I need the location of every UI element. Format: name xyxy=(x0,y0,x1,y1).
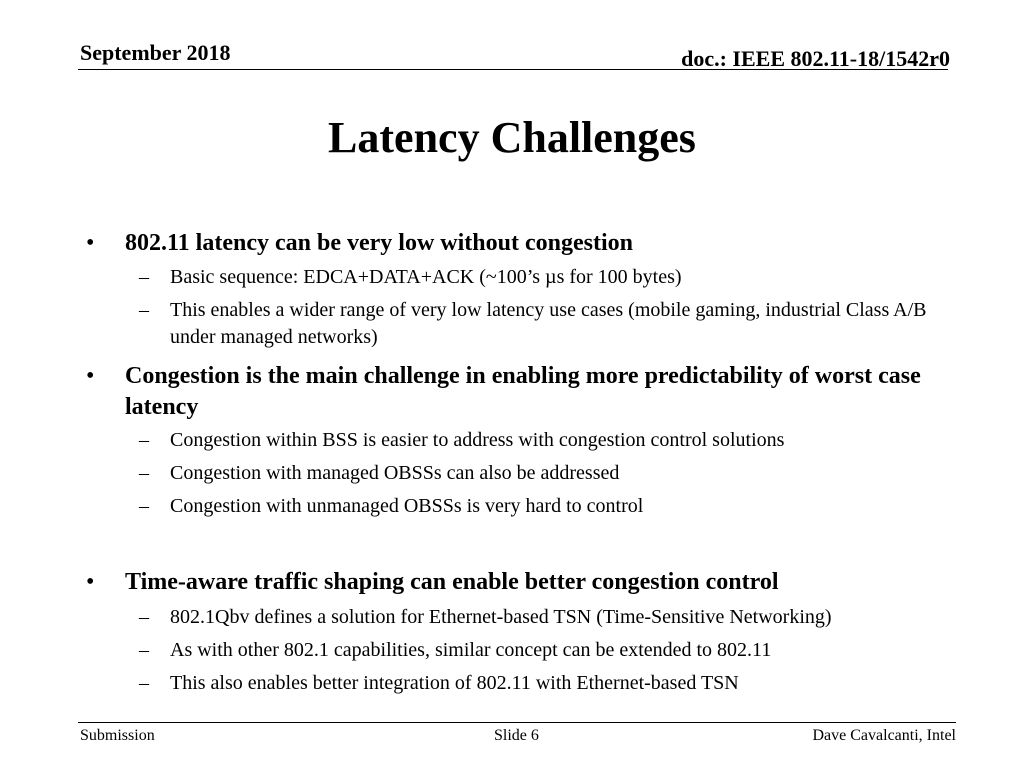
footer-slide-number: Slide 6 xyxy=(494,727,539,744)
dash-icon: – xyxy=(139,639,149,661)
dash-icon: – xyxy=(139,299,149,321)
bullet-1-sub-2: This enables a wider range of very low latency use cases (mobile gaming, industrial Class A/B under managed networks) xyxy=(170,299,927,348)
header-doc-id: doc.: IEEE 802.11-18/1542r0 xyxy=(681,46,950,71)
header-date: September 2018 xyxy=(80,40,231,65)
bullet-3-sub-3: This also enables better integration of 802.11 with Ethernet-based TSN xyxy=(170,672,739,694)
bullet-2-sub-1: Congestion within BSS is easier to address with congestion control solutions xyxy=(170,429,785,451)
bullet-3: Time-aware traffic shaping can enable better congestion control xyxy=(125,569,779,595)
bullet-1: 802.11 latency can be very low without congestion xyxy=(125,230,633,256)
dash-icon: – xyxy=(139,429,149,451)
bullet-1-sub-1: Basic sequence: EDCA+DATA+ACK (~100’s µs for 100 bytes) xyxy=(170,266,682,288)
dash-icon: – xyxy=(139,462,149,484)
dash-icon: – xyxy=(139,495,149,517)
dash-icon: – xyxy=(139,266,149,288)
footer-submission: Submission xyxy=(80,727,155,744)
bullet-icon: • xyxy=(86,230,95,256)
bullet-2-sub-3: Congestion with unmanaged OBSSs is very hard to control xyxy=(170,495,644,517)
bullet-2: Congestion is the main challenge in enabling more predictability of worst case latency xyxy=(125,363,921,420)
bullet-3-sub-1: 802.1Qbv defines a solution for Ethernet-based TSN (Time-Sensitive Networking) xyxy=(170,606,832,628)
bullet-3-sub-2: As with other 802.1 capabilities, similar concept can be extended to 802.11 xyxy=(170,639,772,661)
footer-divider xyxy=(78,722,956,723)
dash-icon: – xyxy=(139,606,149,628)
dash-icon: – xyxy=(139,672,149,694)
footer-author: Dave Cavalcanti, Intel xyxy=(812,727,956,744)
slide-title: Latency Challenges xyxy=(328,113,696,162)
bullet-2-sub-2: Congestion with managed OBSSs can also be addressed xyxy=(170,462,620,484)
bullet-icon: • xyxy=(86,363,95,389)
bullet-icon: • xyxy=(86,569,95,595)
